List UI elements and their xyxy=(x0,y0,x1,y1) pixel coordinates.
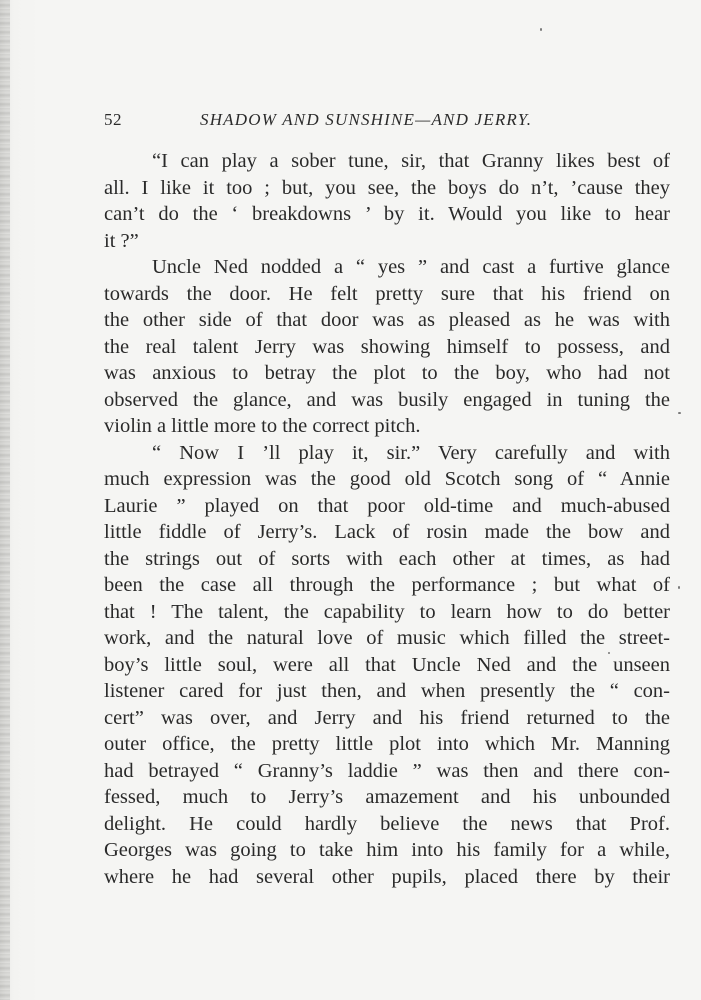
text-line: had betrayed “ Granny’s laddie ” was then and there con- xyxy=(104,759,670,782)
text-line: outer office, the pretty little plot into which Mr. Manning xyxy=(104,733,670,755)
text-line: was anxious to betray the plot to the boy, who had not xyxy=(104,362,670,384)
paper-speck xyxy=(678,586,680,589)
text-line: can’t do the ‘ breakdowns ’ by it. Would you like to hear xyxy=(104,203,670,225)
page-header xyxy=(104,110,670,134)
text-line: boy’s little soul, were all that Uncle Ned and the unseen xyxy=(104,653,670,676)
paper-speck xyxy=(608,652,610,654)
paper-speck xyxy=(540,28,542,31)
binding-gutter-shadow xyxy=(0,0,10,1000)
text-line: Laurie ” played on that poor old-time and much-abused xyxy=(104,494,670,517)
text-line: Georges was going to take him into his family for a while, xyxy=(104,839,670,861)
text-line: Uncle Ned nodded a “ yes ” and cast a furtive glance xyxy=(152,256,670,278)
paper-speck xyxy=(678,412,681,414)
text-line: it ?” xyxy=(104,229,139,252)
text-line: the strings out of sorts with each other at times, as had xyxy=(104,547,670,570)
page-number: 52 xyxy=(104,110,122,129)
running-title: SHADOW AND SUNSHINE—AND JERRY. xyxy=(200,110,533,129)
text-line: much expression was the good old Scotch song of “ Annie xyxy=(104,468,670,490)
text-line: little fiddle of Jerry’s. Lack of rosin made the bow and xyxy=(104,521,670,543)
text-line: “I can play a sober tune, sir, that Granny likes best of xyxy=(152,150,670,172)
text-line: fessed, much to Jerry’s amazement and his unbounded xyxy=(104,786,670,808)
text-line: been the case all through the performance ; but what of xyxy=(104,574,670,596)
text-line: work, and the natural love of music which filled the street- xyxy=(104,627,670,649)
text-line: “ Now I ’ll play it, sir.” Very carefully and with xyxy=(152,441,670,464)
text-line: observed the glance, and was busily engaged in tuning the xyxy=(104,388,670,411)
text-line: violin a little more to the correct pitch. xyxy=(104,415,421,437)
text-line: the other side of that door was as pleased as he was with xyxy=(104,309,670,331)
body-text xyxy=(104,148,670,890)
text-line: all. I like it too ; but, you see, the boys do n’t, ’cause they xyxy=(104,176,670,199)
text-line: listener cared for just then, and when presently the “ con- xyxy=(104,680,670,702)
text-line: cert” was over, and Jerry and his friend returned to the xyxy=(104,706,670,729)
text-line: delight. He could hardly believe the news that Prof. xyxy=(104,812,670,835)
text-line: where he had several other pupils, placed there by their xyxy=(104,865,670,888)
text-line: the real talent Jerry was showing himself to possess, and xyxy=(104,335,670,358)
text-line: that ! The talent, the capability to learn how to do better xyxy=(104,600,670,623)
text-line: towards the door. He felt pretty sure that his friend on xyxy=(104,282,670,305)
